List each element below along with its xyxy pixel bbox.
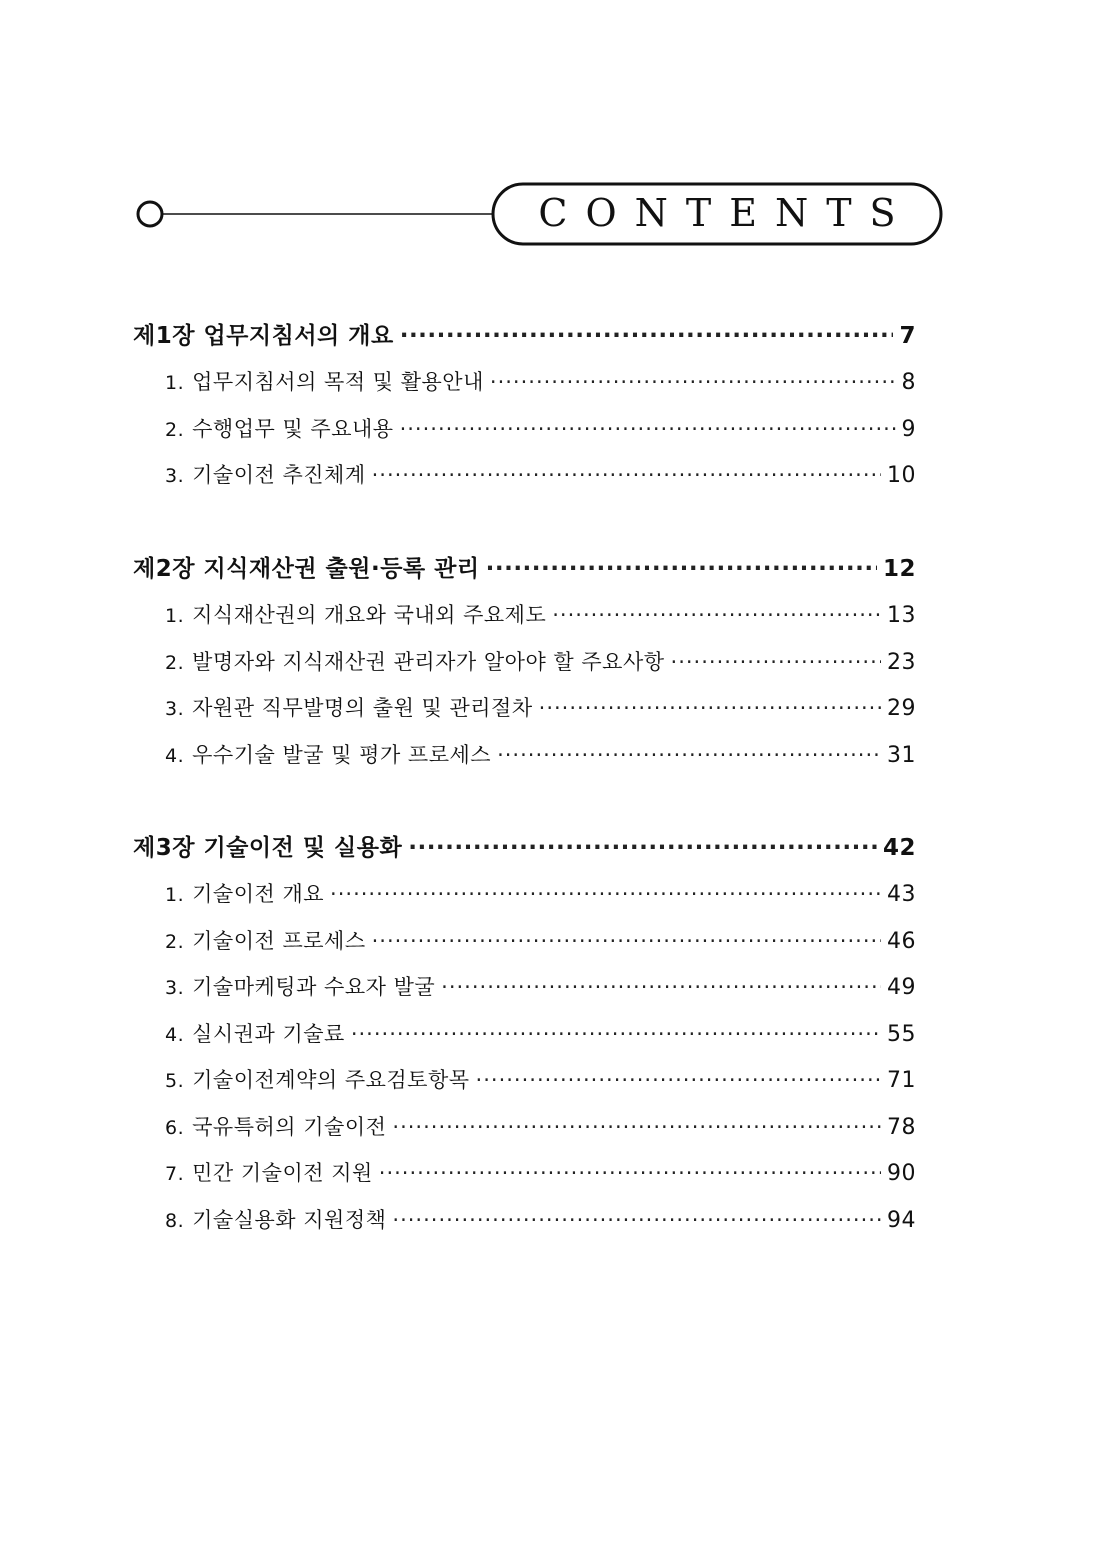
section-number: 2. [165,418,185,441]
section-title: 민간 기술이전 지원 [192,1161,373,1185]
page-title: CONTENTS [538,191,914,235]
section-page-number: 46 [887,928,916,954]
toc-section-entry[interactable] [133,639,916,686]
section-page-number: 78 [887,1114,916,1140]
dot-leader [392,1104,881,1151]
toc-section-entry[interactable] [133,452,916,499]
contents-header [0,0,1100,300]
toc-section-entry[interactable] [133,964,916,1011]
section-page-number: 8 [901,370,916,395]
chapter-title: 제1장 업무지침서의 개요 [133,323,394,349]
header-circle-icon [138,202,162,226]
dot-leader [441,964,881,1011]
toc-section-entry[interactable] [133,359,916,406]
toc-chapter-entry[interactable] [133,546,916,592]
chapter-page-number: 7 [899,323,916,349]
section-number: 1. [165,372,185,394]
section-title: 기술이전계약의 주요검토항목 [192,1068,470,1092]
dot-leader [408,825,877,871]
section-title: 기술이전 추진체계 [192,463,366,487]
dot-leader [539,685,881,732]
dot-leader [372,452,881,499]
toc-chapter-2 [133,546,916,778]
section-page-number: 29 [887,696,916,721]
section-number: 7. [165,1163,185,1185]
toc-chapter-entry[interactable] [133,825,916,871]
section-title: 업무지침서의 목적 및 활용안내 [192,370,484,394]
section-number: 2. [165,930,185,953]
toc-section-entry[interactable] [133,918,916,965]
section-title: 기술이전 개요 [192,882,325,906]
toc-section-entry[interactable] [133,1011,916,1058]
toc-section-entry[interactable] [133,1150,916,1197]
section-page-number: 10 [887,463,916,488]
toc-chapter-1 [133,313,916,499]
section-title: 지식재산권의 개요와 국내외 주요제도 [192,603,547,627]
section-number: 6. [165,1116,185,1139]
dot-leader [392,1197,881,1244]
section-page-number: 49 [887,975,916,1000]
section-title: 국유특허의 기술이전 [192,1114,387,1139]
contents-header-graphic [0,0,1100,300]
dot-leader [372,918,881,965]
section-title: 기술이전 프로세스 [192,928,366,953]
toc-section-entry[interactable] [133,732,916,779]
section-number: 2. [165,651,185,674]
section-number: 1. [165,884,185,906]
toc-section-entry[interactable] [133,1057,916,1104]
dot-leader [400,406,896,453]
toc-section-entry[interactable] [133,592,916,639]
dot-leader [330,871,881,918]
chapter-title: 제2장 지식재산권 출원·등록 관리 [133,556,480,582]
section-page-number: 13 [887,603,916,628]
dot-leader [552,592,881,639]
section-number: 5. [165,1070,185,1092]
dot-leader [497,732,881,779]
section-number: 3. [165,977,185,999]
toc-section-entry[interactable] [133,1197,916,1244]
section-page-number: 31 [887,742,916,768]
dot-leader [379,1150,881,1197]
section-title: 기술실용화 지원정책 [192,1207,387,1232]
toc-chapter-entry[interactable] [133,313,916,359]
section-number: 3. [165,698,185,720]
section-number: 8. [165,1209,185,1232]
section-page-number: 9 [901,416,916,442]
section-page-number: 55 [887,1021,916,1047]
section-title: 수행업무 및 주요내용 [192,416,394,441]
dot-leader [490,359,896,406]
chapter-page-number: 12 [882,556,916,582]
chapter-page-number: 42 [882,835,916,861]
dot-leader [400,313,894,359]
section-page-number: 94 [887,1207,916,1233]
section-number: 1. [165,605,185,627]
section-title: 실시권과 기술료 [192,1021,345,1046]
dot-leader [671,639,881,686]
section-number: 3. [165,465,185,487]
toc-section-entry[interactable] [133,406,916,453]
section-page-number: 43 [887,882,916,907]
toc-chapter-3 [133,825,916,1243]
section-title: 자원관 직무발명의 출원 및 관리절차 [192,696,533,720]
section-title: 발명자와 지식재산권 관리자가 알아야 할 주요사항 [192,649,665,674]
toc-section-entry[interactable] [133,685,916,732]
section-number: 4. [165,744,185,767]
dot-leader [486,546,877,592]
section-page-number: 90 [887,1161,916,1186]
section-title: 기술마케팅과 수요자 발굴 [192,975,436,999]
toc-section-entry[interactable] [133,1104,916,1151]
chapter-title: 제3장 기술이전 및 실용화 [133,835,403,861]
toc-section-entry[interactable] [133,871,916,918]
dot-leader [351,1011,881,1058]
dot-leader [476,1057,881,1104]
section-title: 우수기술 발굴 및 평가 프로세스 [192,742,492,767]
section-page-number: 23 [887,649,916,675]
section-number: 4. [165,1023,185,1046]
section-page-number: 71 [887,1068,916,1093]
